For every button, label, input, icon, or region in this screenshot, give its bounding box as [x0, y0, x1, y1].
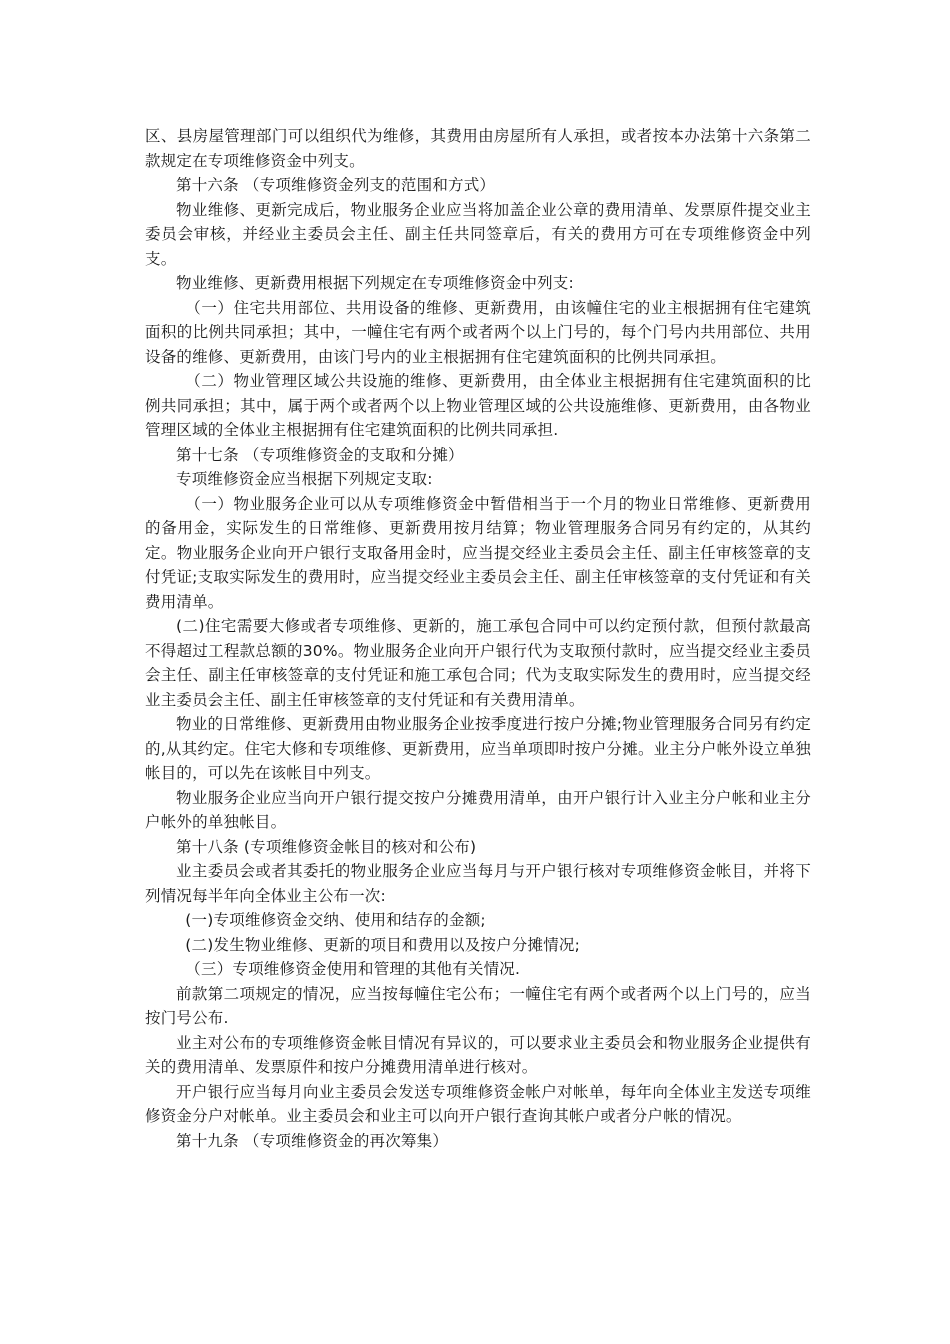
paragraph: 物业维修、更新费用根据下列规定在专项维修资金中列支: [176, 274, 574, 292]
paragraph: 物业的日常维修、更新费用由物业服务企业按季度进行按户分摊;物业管理服务合同另有约定的,从其约定。住宅大修和专项维修、更新费用，应当单项即时按户分摊。业主分户帐外设立单独帐目的，可以先在该帐目中列支。 [145, 715, 811, 782]
list-item: (二)住宅需要大修或者专项维修、更新的，施工承包合同中可以约定预付款，但预付款最高不得超过工程款总额的30%。物业服务企业向开户银行代为支取预付款时，应当提交经业主委员会主任、副主任审核签章的支付凭证和施工承包合同；代为支取实际发生的费用时，应当提交经业主委员会主任、副主任审核签章的支付凭证和有关费用清单。 [145, 617, 811, 709]
list-item: (二)发生物业维修、更新的项目和费用以及按户分摊情况; [185, 935, 581, 954]
paragraph: 专项维修资金应当根据下列规定支取: [176, 470, 433, 488]
document-page [145, 124, 811, 1153]
list-item: （一）物业服务企业可以从专项维修资金中暂借相当于一个月的物业日常维修、更新费用的备用金，实际发生的日常维修、更新费用按月结算；物业管理服务合同另有约定的，从其约定。物业服务企业向开户银行支取备用金时，应当提交经业主委员会主任、副主任审核签章的支付凭证;支取实际发生的费用时，应当提交经业主委员会主任、副主任审核签章的支付凭证和有关费用清单。 [145, 494, 811, 611]
paragraph: 开户银行应当每月向业主委员会发送专项维修资金帐户对帐单，每年向全体业主发送专项维修资金分户对帐单。业主委员会和业主可以向开户银行查询其帐户或者分户帐的情况。 [145, 1082, 811, 1125]
paragraph: 物业维修、更新完成后，物业服务企业应当将加盖企业公章的费用清单、发票原件提交业主委员会审核，并经业主委员会主任、副主任共同签章后，有关的费用方可在专项维修资金中列支。 [145, 200, 811, 268]
paragraph-continuation: 区、县房屋管理部门可以组织代为维修，其费用由房屋所有人承担，或者按本办法第十六条第二款规定在专项维修资金中列支。 [145, 127, 811, 170]
list-item: （二）物业管理区域公共设施的维修、更新费用，由全体业主根据拥有住宅建筑面积的比例共同承担；其中，属于两个或者两个以上物业管理区域的公共设施维修、更新费用，由各物业管理区域的全体业主根据拥有住宅建筑面积的比例共同承担. [145, 372, 811, 439]
paragraph: 前款第二项规定的情况，应当按每幢住宅公布；一幢住宅有两个或者两个以上门号的，应当按门号公布. [145, 984, 811, 1027]
list-item: （一）住宅共用部位、共用设备的维修、更新费用，由该幢住宅的业主根据拥有住宅建筑面积的比例共同承担；其中，一幢住宅有两个或者两个以上门号的，每个门号内共用部位、共用设备的维修、更新费用，由该门号内的业主根据拥有住宅建筑面积的比例共同承担。 [145, 298, 811, 366]
article-17-heading: 第十七条 （专项维修资金的支取和分摊） [176, 445, 464, 464]
list-item: （三）专项维修资金使用和管理的其他有关情况. [185, 960, 521, 978]
list-item: (一)专项维修资金交纳、使用和结存的金额; [185, 911, 486, 929]
article-16-heading: 第十六条 （专项维修资金列支的范围和方式） [176, 176, 496, 194]
paragraph: 业主委员会或者其委托的物业服务企业应当每月与开户银行核对专项维修资金帐目，并将下列情况每半年向全体业主公布一次: [145, 862, 811, 905]
paragraph: 业主对公布的专项维修资金帐目情况有异议的，可以要求业主委员会和物业服务企业提供有关的费用清单、发票原件和按户分摊费用清单进行核对。 [145, 1033, 811, 1076]
article-19-heading: 第十九条 （专项维修资金的再次筹集） [176, 1131, 449, 1150]
paragraph: 物业服务企业应当向开户银行提交按户分摊费用清单，由开户银行计入业主分户帐和业主分户帐外的单独帐目。 [145, 788, 811, 831]
article-18-heading: 第十八条 (专项维修资金帐目的核对和公布) [176, 837, 477, 856]
